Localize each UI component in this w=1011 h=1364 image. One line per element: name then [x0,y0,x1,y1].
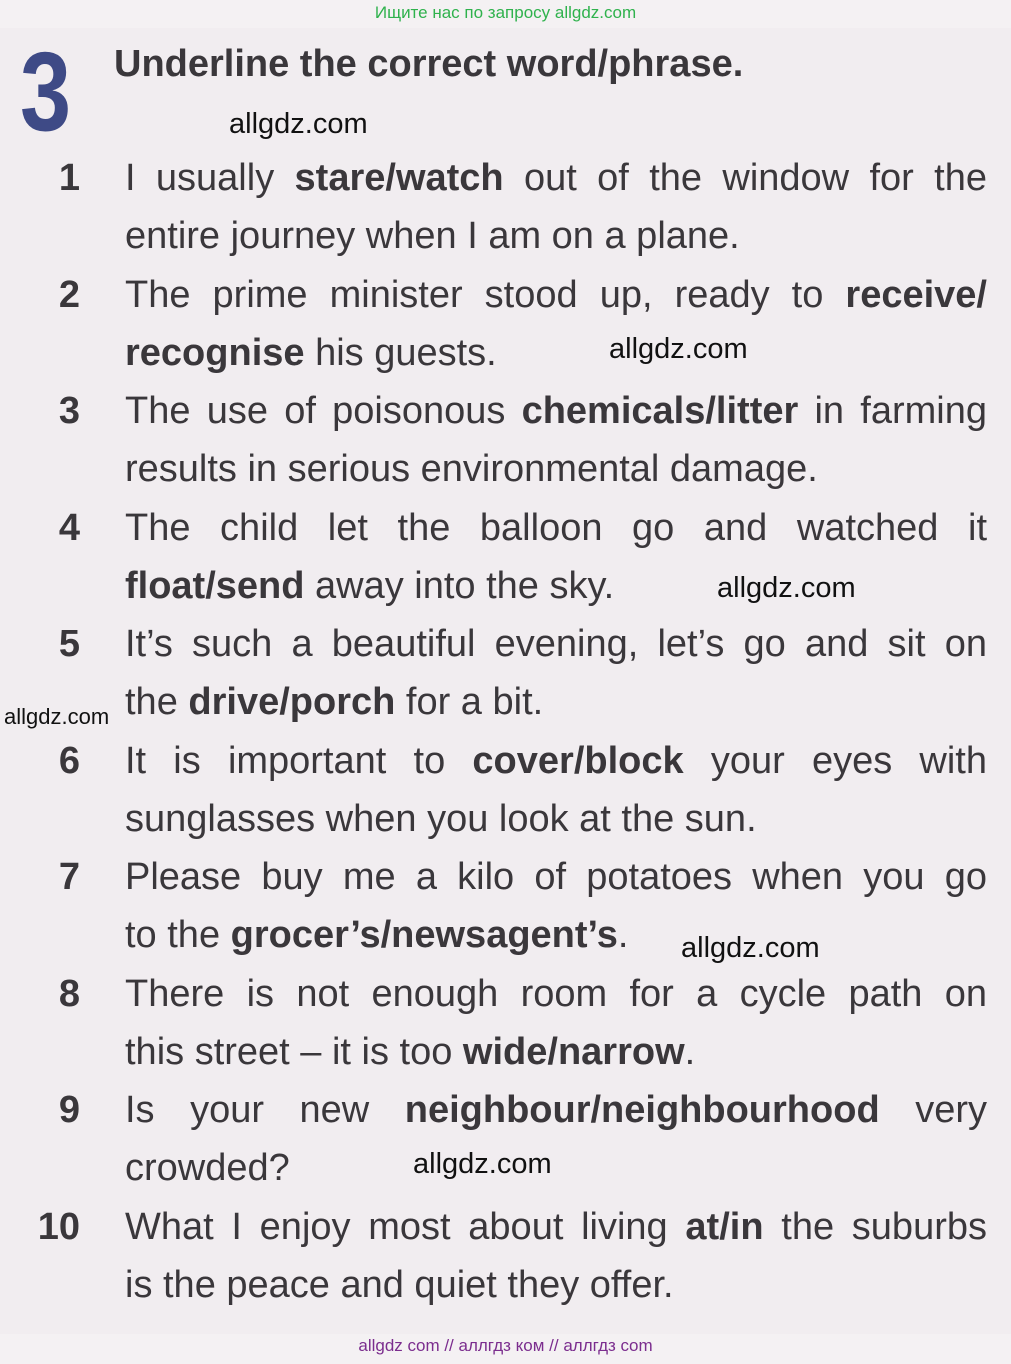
item-line: It is important to cover/block your eyes with [125,740,987,782]
word-choice[interactable]: neighbour/neighbourhood [404,1089,880,1131]
item-line: entire journey when I am on a plane. [125,215,740,257]
watermark: allgdz.com [717,572,856,604]
word-choice[interactable]: recognise [125,332,305,374]
watermark: allgdz.com [4,704,110,729]
word-choice[interactable]: chemicals/litter [521,390,799,432]
item-line: It’s such a beautiful evening, let’s go and sit on [125,623,987,665]
item-number: 7 [58,856,80,898]
word-choice[interactable]: wide/narrow [462,1031,685,1073]
item-line: The use of poisonous chemicals/litter in farming [125,390,987,432]
item-line: The child let the balloon go and watched it [125,507,987,549]
item-line: is the peace and quiet they offer. [125,1264,674,1306]
item-line: crowded? [125,1147,290,1189]
item-line: sunglasses when you look at the sun. [125,798,757,840]
item-line: There is not enough room for a cycle path on [125,973,987,1015]
item-line: What I enjoy most about living at/in the suburbs [125,1206,987,1248]
watermark: allgdz.com [229,108,368,140]
watermark: allgdz.com [681,932,820,964]
word-choice[interactable]: float/send [125,565,305,607]
word-choice[interactable]: stare/watch [294,157,504,199]
item-number: 10 [37,1206,80,1248]
item-line: results in serious environmental damage. [125,448,818,490]
item-line: this street – it is too wide/narrow. [125,1031,696,1073]
item-number: 2 [58,274,80,316]
footer-watermark: allgdz com // аллгдз ком // аллгдз com [358,1336,653,1355]
watermark: allgdz.com [609,333,748,365]
top-banner: Ищите нас по запросу allgdz.com [374,3,637,22]
item-line: Is your new neighbour/neighbourhood very [125,1089,987,1131]
item-line: The prime minister stood up, ready to receive/ [125,274,987,316]
item-number: 5 [58,623,80,665]
word-choice[interactable]: at/in [685,1206,764,1248]
watermark: allgdz.com [413,1148,552,1180]
word-choice[interactable]: drive/porch [188,681,396,723]
item-line: Please buy me a kilo of potatoes when you go [125,856,987,898]
item-number: 3 [58,390,80,432]
word-choice[interactable]: receive/ [845,274,987,316]
item-number: 8 [58,973,80,1015]
item-line: I usually stare/watch out of the window for the [125,157,987,199]
exercise-number: 3 [20,29,72,154]
item-number: 9 [58,1089,80,1131]
exercise-instruction: Underline the correct word/phrase. [114,43,744,85]
item-line: float/send away into the sky. [125,565,615,607]
word-choice[interactable]: grocer’s/newsagent’s [230,914,618,956]
item-line: recognise his guests. [125,332,497,374]
item-number: 4 [58,507,80,549]
word-choice[interactable]: cover/block [472,740,684,782]
item-line: to the grocer’s/newsagent’s. [125,914,629,956]
item-number: 1 [58,157,80,199]
item-number: 6 [58,740,80,782]
item-line: the drive/porch for a bit. [125,681,544,723]
